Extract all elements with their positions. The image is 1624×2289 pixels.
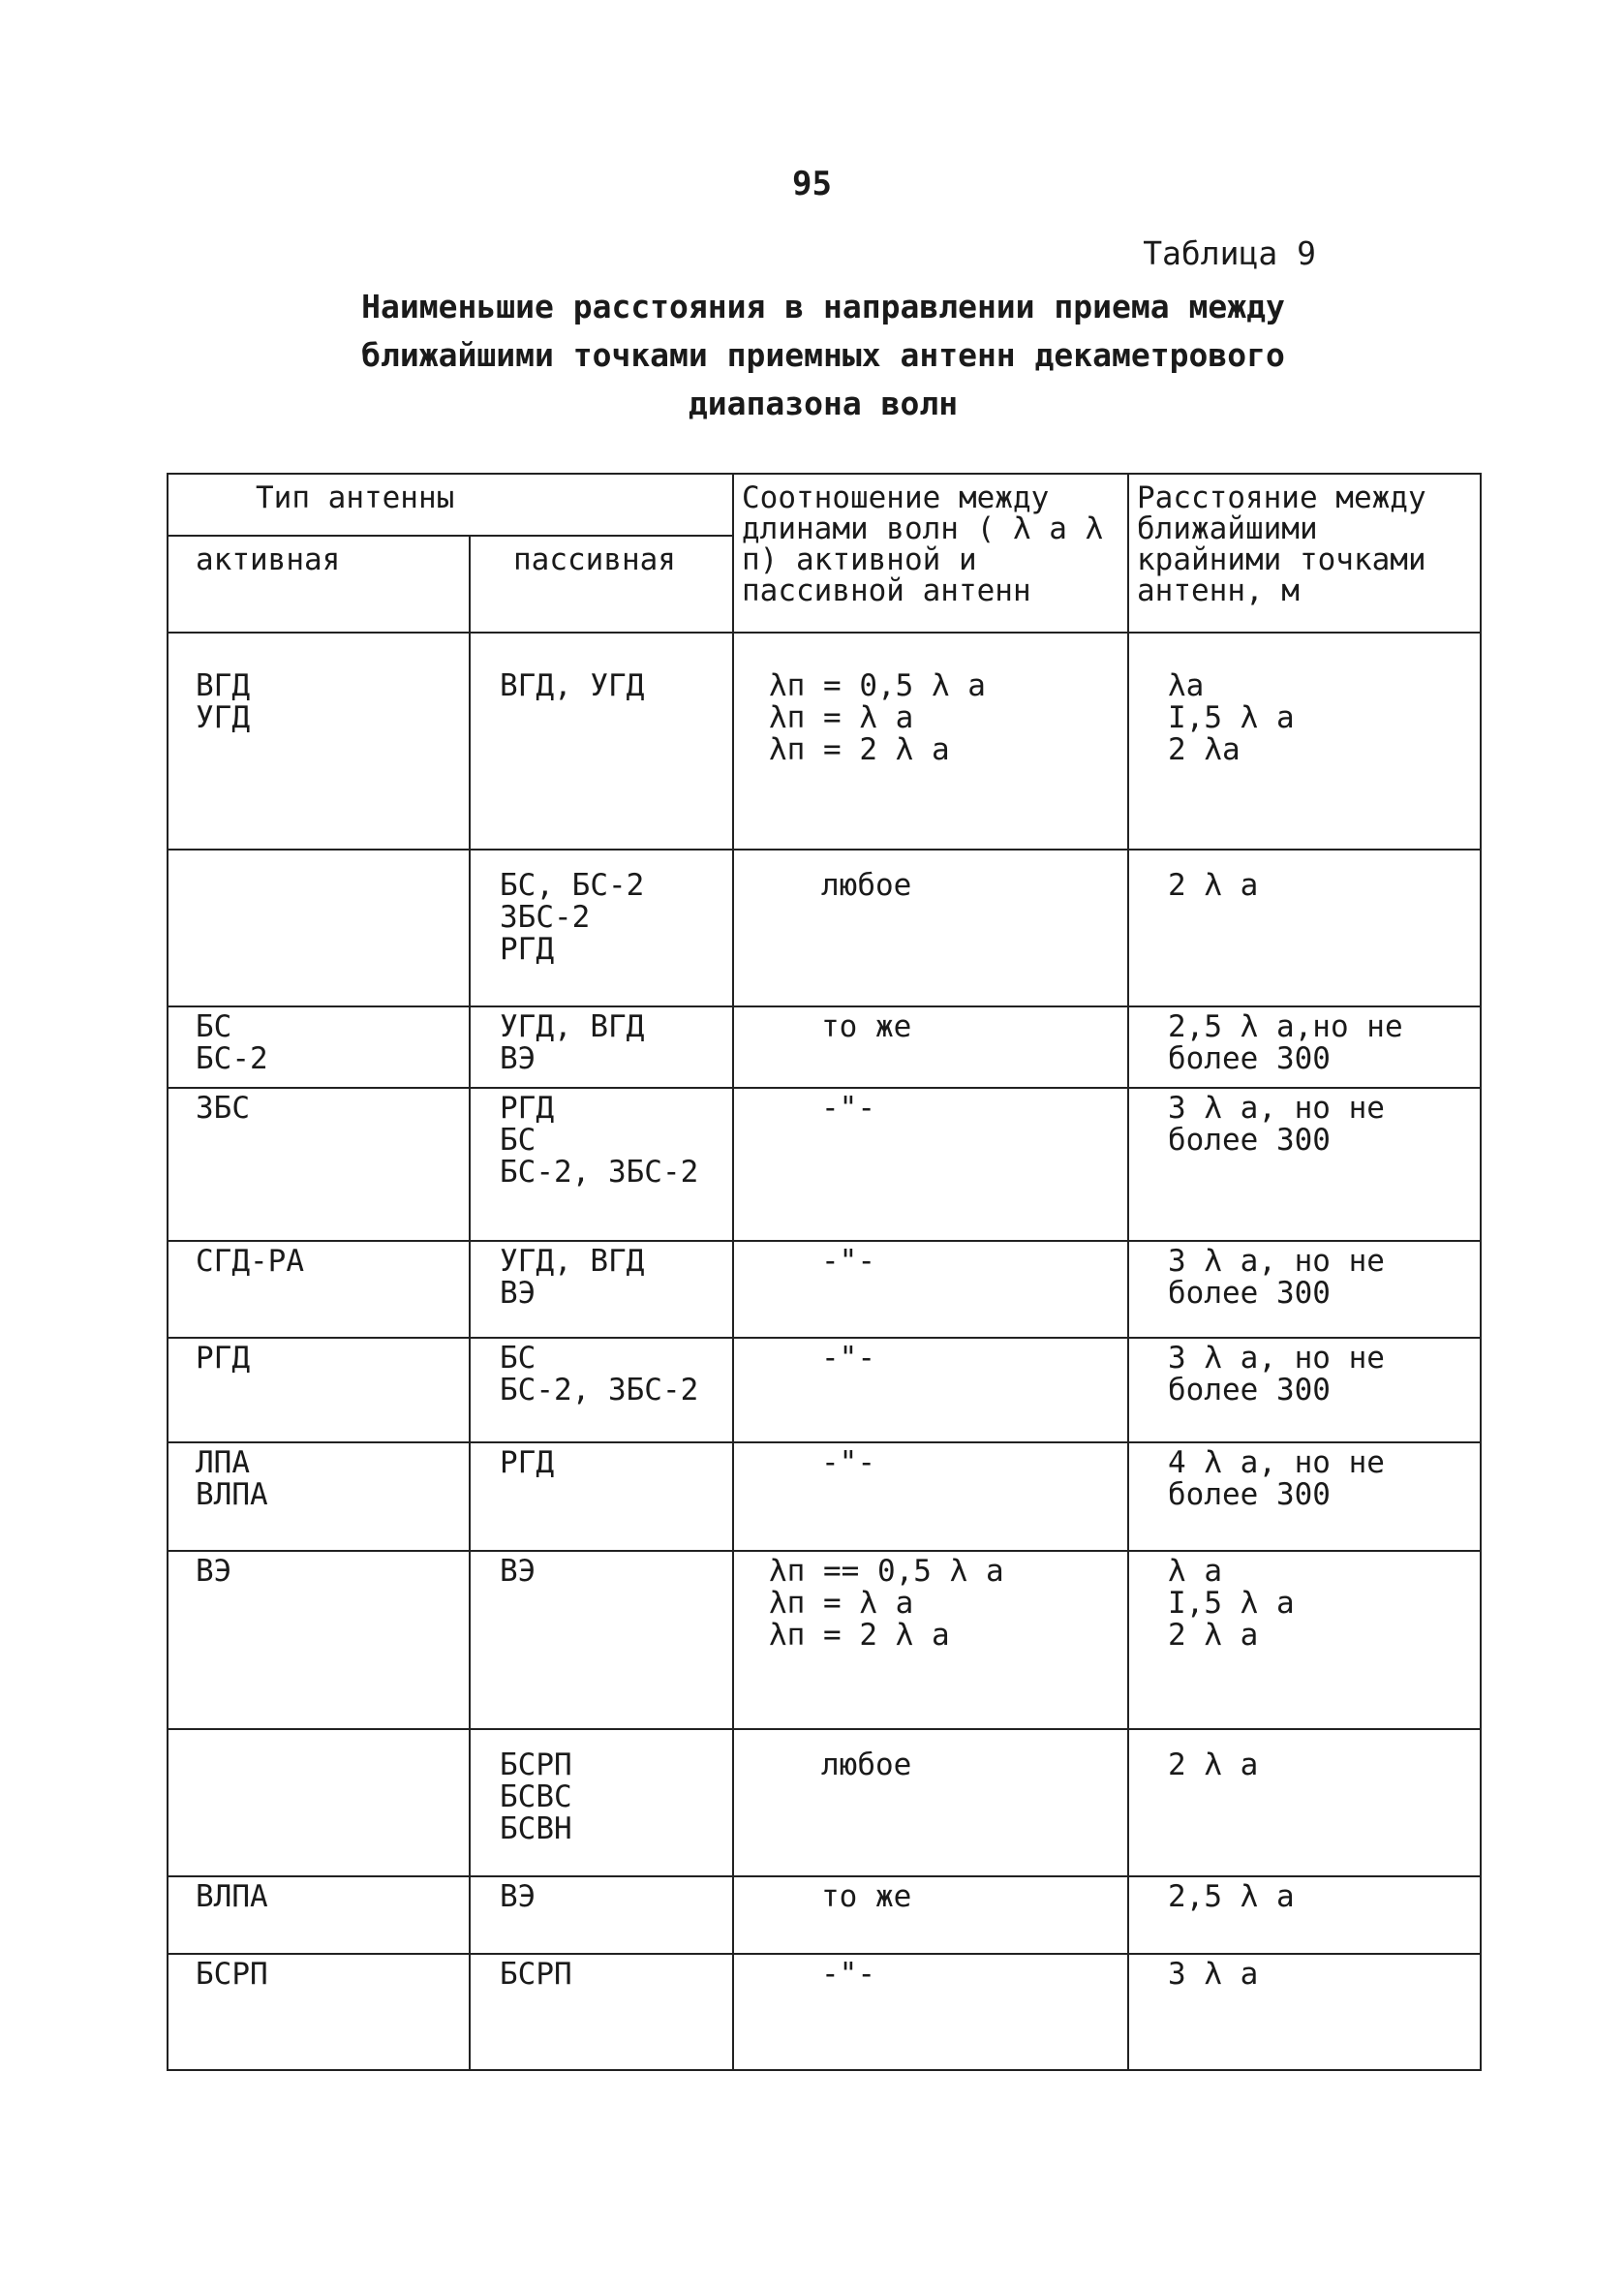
cell-active [168,1954,470,2070]
cell-passive-line: БСВН [500,1811,572,1846]
cell-active-line: БС-2 [196,1041,268,1076]
cell-ratio [733,1954,1128,2070]
caption-line: диапазона волн [688,385,959,422]
cell-distance-line: более 300 [1168,1041,1331,1076]
cell-active [168,1876,470,1954]
cell-passive-line: БС-2, ЗБС-2 [500,1373,699,1407]
cell-distance [1128,1729,1481,1876]
cell-ratio [733,850,1128,1006]
cell-ratio [733,1241,1128,1338]
cell-passive-line: БС-2, ЗБС-2 [500,1155,699,1190]
cell-passive-line: ВЭ [500,1276,536,1311]
cell-distance-line: 4 λ а, но не [1168,1445,1385,1480]
cell-passive-line: ВГД, УГД [500,668,645,703]
cell-passive [470,1088,733,1241]
table-row [168,1551,1481,1729]
cell-distance-line: 2 λ а [1168,868,1259,903]
cell-ratio [733,1088,1128,1241]
cell-ratio [733,1338,1128,1442]
cell-ratio-line: -"- [821,1957,875,1992]
cell-passive [470,1729,733,1876]
cell-ratio-line: λп = 2 λ а [769,1618,950,1653]
header-distance: Расстояние между ближайшими крайними точками антенн, м [1128,474,1481,633]
cell-passive-line: РГД [500,1091,554,1126]
header-ratio: Соотношение между длинами волн ( λ а λ п) активной и пассивной антенн [733,474,1128,633]
cell-passive-line: БС [500,1341,536,1376]
cell-distance [1128,1876,1481,1954]
header-antenna-type: Тип антенны [168,474,733,536]
table-row [168,1442,1481,1551]
cell-distance-line: 2,5 λ а,но не [1168,1009,1403,1044]
cell-passive-line: ЗБС-2 [500,900,591,935]
cell-distance [1128,1954,1481,2070]
cell-ratio [733,633,1128,850]
cell-distance [1128,633,1481,850]
cell-distance-line: I,5 λ а [1168,1586,1295,1621]
table-row [168,1006,1481,1088]
table-row [168,1954,1481,2070]
cell-distance [1128,850,1481,1006]
table-row [168,633,1481,850]
cell-ratio [733,1442,1128,1551]
cell-passive [470,1006,733,1088]
cell-distance-line: 3 λ а, но не [1168,1341,1385,1376]
cell-active-line: БСРП [196,1957,268,1992]
cell-distance [1128,1006,1481,1088]
cell-active-line: СГД-РА [196,1244,304,1279]
cell-passive-line: РГД [500,1445,554,1480]
cell-distance-line: 3 λ а [1168,1957,1259,1992]
cell-ratio-line: -"- [821,1244,875,1279]
cell-passive-line: ВЭ [500,1554,536,1589]
cell-active-line: БС [196,1009,232,1044]
cell-ratio [733,1006,1128,1088]
cell-active-line: УГД [196,700,250,735]
cell-active [168,850,470,1006]
table-row [168,1088,1481,1241]
cell-distance [1128,1088,1481,1241]
cell-passive-line: ВЭ [500,1041,536,1076]
cell-passive-line: БСВС [500,1779,572,1814]
cell-ratio [733,1551,1128,1729]
cell-active-line: ВЛПА [196,1879,268,1914]
cell-ratio [733,1729,1128,1876]
cell-ratio-line: -"- [821,1341,875,1376]
cell-active-line: РГД [196,1341,250,1376]
table-row [168,850,1481,1006]
cell-active [168,1338,470,1442]
cell-active [168,1442,470,1551]
cell-ratio-line: то же [821,1879,912,1914]
cell-distance-line: λ а [1168,1554,1222,1589]
cell-active-line: ВЛПА [196,1477,268,1512]
antenna-distance-table [167,473,1482,2071]
cell-passive-line: БСРП [500,1957,572,1992]
cell-distance-line: 2 λ а [1168,1618,1259,1653]
cell-distance-line: λа [1168,668,1205,703]
cell-distance-line: 2 λа [1168,732,1241,767]
caption-line: Наименьшие расстояния в направлении приема между [361,288,1285,325]
cell-active [168,1551,470,1729]
cell-distance-line: более 300 [1168,1123,1331,1158]
cell-passive [470,1241,733,1338]
table-label: Таблица 9 [1143,234,1316,272]
header-active: активная [168,536,470,633]
table-caption [291,283,1356,428]
cell-passive [470,633,733,850]
cell-ratio-line: λп = λ а [769,1586,914,1621]
cell-ratio-line: λп = 0,5 λ а [769,668,986,703]
cell-active [168,633,470,850]
cell-passive-line: БС, БС-2 [500,868,645,903]
cell-ratio-line: λп == 0,5 λ а [769,1554,1004,1589]
cell-distance-line: более 300 [1168,1373,1331,1407]
cell-distance-line: более 300 [1168,1276,1331,1311]
cell-active-line: ЛПА [196,1445,250,1480]
cell-passive-line: БС [500,1123,536,1158]
table-row [168,1241,1481,1338]
cell-active [168,1006,470,1088]
cell-distance-line: I,5 λ а [1168,700,1295,735]
cell-ratio-line: -"- [821,1091,875,1126]
cell-distance [1128,1551,1481,1729]
cell-active [168,1088,470,1241]
header-passive: пассивная [470,536,733,633]
cell-distance [1128,1338,1481,1442]
cell-ratio-line: λп = 2 λ а [769,732,950,767]
cell-distance-line: более 300 [1168,1477,1331,1512]
cell-passive [470,1338,733,1442]
cell-distance-line: 3 λ а, но не [1168,1244,1385,1279]
table-row [168,1876,1481,1954]
cell-distance-line: 3 λ а, но не [1168,1091,1385,1126]
cell-ratio-line: то же [821,1009,912,1044]
caption-line: ближайшими точками приемных антенн декаметрового [361,336,1285,374]
cell-distance-line: 2,5 λ а [1168,1879,1295,1914]
table-row [168,1729,1481,1876]
cell-ratio [733,1876,1128,1954]
cell-distance-line: 2 λ а [1168,1748,1259,1782]
cell-passive [470,850,733,1006]
cell-active [168,1729,470,1876]
cell-passive-line: БСРП [500,1748,572,1782]
cell-passive-line: УГД, ВГД [500,1244,645,1279]
cell-active-line: ВЭ [196,1554,232,1589]
cell-ratio-line: любое [821,1748,912,1782]
cell-passive [470,1442,733,1551]
cell-ratio-line: λп = λ а [769,700,914,735]
cell-passive-line: ВЭ [500,1879,536,1914]
cell-passive [470,1876,733,1954]
cell-ratio-line: любое [821,868,912,903]
cell-passive-line: УГД, ВГД [500,1009,645,1044]
cell-ratio-line: -"- [821,1445,875,1480]
cell-active-line: ЗБС [196,1091,250,1126]
cell-active-line: ВГД [196,668,250,703]
cell-passive-line: РГД [500,932,554,967]
cell-active [168,1241,470,1338]
table-row [168,1338,1481,1442]
cell-distance [1128,1442,1481,1551]
table-body [168,633,1481,2070]
page-number: 95 [792,165,832,203]
cell-distance [1128,1241,1481,1338]
cell-passive [470,1954,733,2070]
cell-passive [470,1551,733,1729]
